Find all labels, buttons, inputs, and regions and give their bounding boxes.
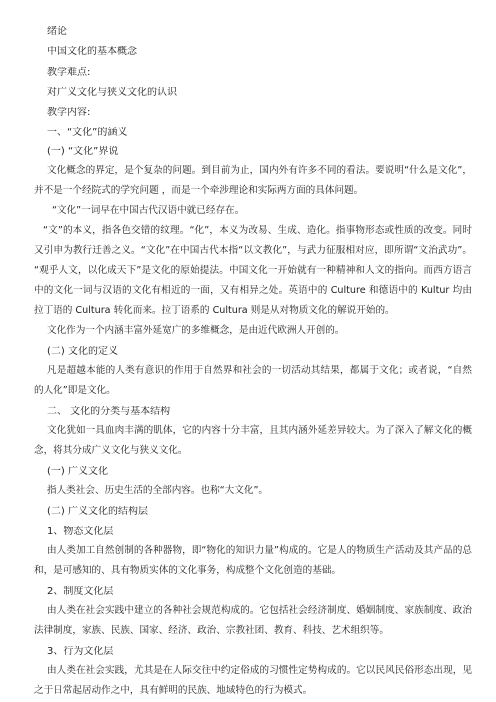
paragraph-3: “文”的本义，指各色交错的纹理。“化”，本义为改易、生成、造化。指事物形态或性质的改变。同时又引申为教行迁善之义。“文化”在中国古代本指“以文教化”，与武力征服相对应，即所谓“文治武功”。 “观乎人文，以化成天下”是文化的原始提法。中国文化一开始就有一种精神和人文的指向。而西方语言中的文化一词与汉语的文化有相近的一面，又有相异之处。英语中的 Culture 和德语中的 Kultur 均由拉丁语的 Cultura 转化而来。拉丁语系的 Cultura 则是从对物质文化的解说开始的。 <box>34 225 472 316</box>
paragraph-4: 文化作为一个内涵丰富外延宽广的多维概念，是由近代欧洲人开创的。 <box>47 325 345 336</box>
paragraph-7: 指人类社会、历史生活的全部内容。也称“大文化”。 <box>47 485 269 496</box>
paragraph-1: 文化概念的界定，是个复杂的问题。到目前为止，国内外有许多不同的看法。要说明“什么是文化”，并不是一个经院式的学究问题 ，而是一个牵涉理论和实际两方面的具体问题。 <box>34 165 472 196</box>
paragraph-2: “文化”一词早在中国古代汉语中就已经存在。 <box>52 205 245 216</box>
paragraph-9: 由人类在社会实践中建立的各种社会规范构成的。它包括社会经济制度、婚姻制度、家族制度、政治法律制度，家族、民族、国家、经济、政治、宗教社团、教育、科技、艺术组织等。 <box>34 605 472 636</box>
section-2-2-2-heading: 2、制度文化层 <box>47 586 114 597</box>
difficulty-label: 教学难点: <box>47 67 91 78</box>
paragraph-6: 文化犹如一具血肉丰满的肌体，它的内容十分丰富，且其内涵外延差异较大。为了深入了解文化的概念，将其分成广义文化与狭义文化。 <box>34 425 472 456</box>
section-2-heading: 二、 文化的分类与基本结构 <box>47 406 171 417</box>
paragraph-8: 由人类加工自然创制的各种器物，即“物化的知识力量”构成的。它是人的物质生产活动及其产品的总和，是可感知的、具有物质实体的文化事务，构成整个文化创造的基础。 <box>34 545 472 576</box>
section-1-heading: 一、“文化”的涵义 <box>47 127 128 138</box>
doc-heading: 绪论 <box>47 26 67 37</box>
content-label: 教学内容: <box>47 107 91 118</box>
section-1-2-heading: (二) 文化的定义 <box>47 346 118 357</box>
section-2-1-heading: (一) 广义文化 <box>47 466 108 477</box>
section-2-2-1-heading: 1、物态文化层 <box>47 526 114 537</box>
doc-title: 中国文化的基本概念 <box>47 46 137 57</box>
section-1-1-heading: (一) “文化”界说 <box>47 146 119 157</box>
section-2-2-3-heading: 3、行为文化层 <box>47 646 114 657</box>
section-2-2-heading: (二) 广义文化的结构层 <box>47 506 148 517</box>
paragraph-5: 凡是超越本能的人类有意识的作用于自然界和社会的一切活动其结果，都属于文化；或者说，“自然的人化”即是文化。 <box>34 365 472 396</box>
difficulty-text: 对广义文化与狭义文化的认识 <box>47 87 177 98</box>
paragraph-10: 由人类在社会实践，尤其是在人际交往中约定俗成的习惯性定势构成的。它以民风民俗形态出现，见之于日常起居动作之中，具有鲜明的民族、地域特色的行为模式。 <box>34 665 472 696</box>
